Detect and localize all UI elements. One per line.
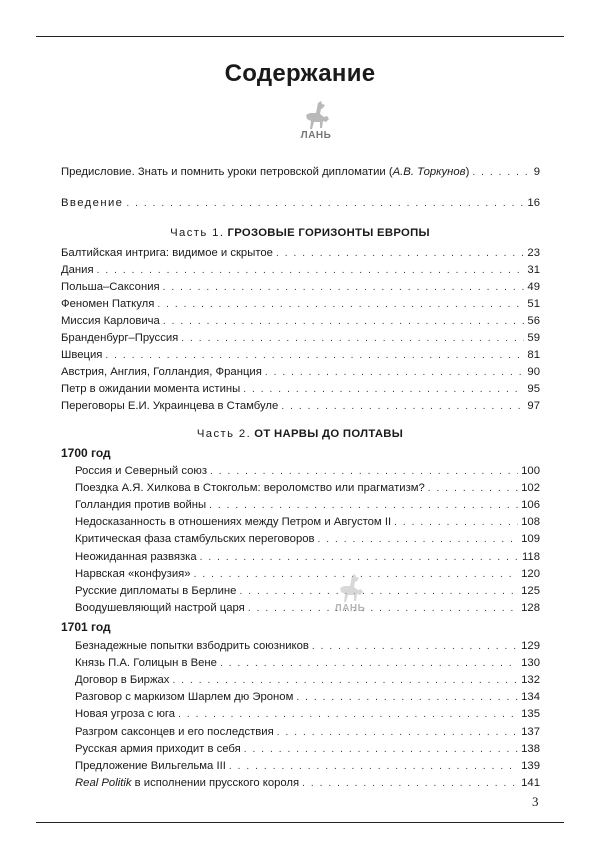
toc-entry-title: Предисловие. Знать и помнить уроки петровской дипломатии (А.В. Торкунов) bbox=[61, 166, 470, 178]
toc-entry-page: 23 bbox=[527, 247, 540, 259]
toc-entry-page: 95 bbox=[527, 383, 540, 395]
toc-entry-page: 59 bbox=[527, 332, 540, 344]
toc-entry-page: 120 bbox=[521, 567, 540, 580]
page-title: Содержание bbox=[224, 60, 376, 87]
toc-entry[interactable] bbox=[75, 672, 540, 688]
logo-text: ЛАНЬ bbox=[334, 603, 366, 614]
toc-entry-page: 51 bbox=[527, 298, 540, 310]
dot-leader bbox=[200, 550, 519, 566]
publisher-logo bbox=[296, 100, 336, 142]
toc-entry-page: 135 bbox=[521, 708, 540, 721]
toc-entry-page: 125 bbox=[521, 584, 540, 597]
dot-leader bbox=[163, 280, 525, 296]
toc-entry-page: 109 bbox=[521, 533, 540, 546]
toc-entry[interactable] bbox=[61, 313, 540, 329]
part-label: Часть 2. bbox=[196, 428, 252, 440]
toc-entry[interactable] bbox=[75, 655, 540, 671]
toc-entry[interactable] bbox=[61, 364, 540, 380]
toc-entry[interactable] bbox=[75, 566, 540, 582]
part-1-heading bbox=[0, 227, 600, 239]
toc-entry-title: Россия и Северный союз bbox=[75, 465, 208, 477]
part-title: ГРОЗОВЫЕ ГОРИЗОНТЫ ЕВРОПЫ bbox=[227, 227, 430, 239]
toc-entry[interactable] bbox=[61, 347, 540, 363]
toc-entry-title: Феномен Паткуля bbox=[61, 298, 155, 310]
toc-entry-title: Новая угроза с юга bbox=[75, 708, 176, 721]
toc-entry-page: 108 bbox=[521, 516, 540, 529]
toc-entry-page: 102 bbox=[521, 482, 540, 495]
toc-entry-title: Нарвская «конфузия» bbox=[75, 567, 191, 580]
toc-entry-title: Введение bbox=[61, 197, 124, 209]
toc-entry-title: Бранденбург–Пруссия bbox=[61, 332, 179, 344]
toc-entry-title: Недосказанность в отношениях между Петром и Августом II bbox=[75, 516, 392, 529]
doe-icon bbox=[330, 573, 370, 605]
toc-entry-title: Предложение Вильгельма III bbox=[75, 759, 226, 772]
dot-leader bbox=[97, 263, 525, 279]
dot-leader bbox=[276, 246, 524, 262]
toc-entry-page: 130 bbox=[521, 657, 540, 670]
toc-entry-title: Неожиданная развязка bbox=[75, 550, 197, 563]
toc-entry-page: 129 bbox=[521, 640, 540, 652]
toc-entry-page: 141 bbox=[521, 776, 540, 789]
toc-entry-page: 31 bbox=[527, 264, 540, 276]
toc-entry-page: 81 bbox=[527, 349, 540, 361]
toc-entry-title: Голландия против войны bbox=[75, 499, 207, 512]
dot-leader bbox=[302, 776, 518, 792]
toc-entry[interactable] bbox=[61, 245, 540, 261]
toc-entry[interactable] bbox=[61, 330, 540, 346]
toc-entry[interactable] bbox=[75, 480, 540, 496]
toc-entry[interactable] bbox=[75, 549, 540, 565]
toc-entry-page: 134 bbox=[521, 691, 540, 704]
toc-entry-title: Договор в Биржах bbox=[75, 674, 170, 687]
toc-entry[interactable] bbox=[61, 398, 540, 414]
toc-entry-title: Русская армия приходит в себя bbox=[75, 742, 241, 755]
doe-icon bbox=[296, 100, 336, 132]
toc-entry-page: 97 bbox=[527, 400, 540, 412]
dot-leader bbox=[244, 742, 518, 758]
toc-entry-page: 9 bbox=[533, 166, 540, 178]
dot-leader bbox=[157, 297, 524, 313]
toc-entry-page: 118 bbox=[521, 550, 540, 563]
toc-entry-title: Разгром саксонцев и его последствия bbox=[75, 725, 274, 738]
toc-entry-title: Поездка А.Я. Хилкова в Стокгольм: вероломство или прагматизм? bbox=[75, 482, 425, 495]
toc-entry-title: Князь П.А. Голицын в Вене bbox=[75, 657, 217, 670]
toc-entry-title: Австрия, Англия, Голландия, Франция bbox=[61, 366, 262, 378]
toc-entry[interactable] bbox=[75, 724, 540, 740]
toc-entry-preface[interactable] bbox=[61, 164, 540, 180]
dot-leader bbox=[472, 165, 530, 181]
dot-leader bbox=[181, 331, 524, 347]
dot-leader bbox=[248, 601, 518, 617]
dot-leader bbox=[220, 656, 518, 672]
dot-leader bbox=[265, 365, 525, 381]
toc-entry-title: Польша–Саксония bbox=[61, 281, 160, 293]
dot-leader bbox=[178, 707, 518, 723]
publisher-watermark bbox=[330, 573, 370, 615]
toc-entry[interactable] bbox=[75, 600, 540, 616]
year-heading-1701: 1701 год bbox=[61, 620, 111, 634]
dot-leader bbox=[239, 584, 518, 600]
dot-leader bbox=[243, 382, 524, 398]
toc-entry-introduction[interactable] bbox=[61, 195, 540, 211]
toc-entry[interactable] bbox=[61, 381, 540, 397]
dot-leader bbox=[312, 639, 518, 655]
toc-entry[interactable] bbox=[75, 514, 540, 530]
toc-entry-title: Миссия Карловича bbox=[61, 315, 160, 327]
toc-entry-page: 100 bbox=[521, 465, 540, 477]
part-label: Часть 1. bbox=[170, 227, 225, 239]
toc-entry[interactable] bbox=[75, 638, 540, 654]
dot-leader bbox=[172, 673, 518, 689]
toc-entry-title: Критическая фаза стамбульских переговоров bbox=[75, 533, 315, 546]
toc-entry[interactable] bbox=[75, 741, 540, 757]
dot-leader bbox=[394, 515, 518, 531]
part-2-heading bbox=[0, 428, 600, 440]
part-title: ОТ НАРВЫ ДО ПОЛТАВЫ bbox=[254, 428, 404, 440]
dot-leader bbox=[163, 314, 525, 330]
toc-entry-title: Воодушевляющий настрой царя bbox=[75, 601, 245, 614]
year-heading-1700: 1700 год bbox=[61, 446, 111, 460]
toc-entry[interactable] bbox=[75, 689, 540, 705]
toc-entry-page: 106 bbox=[521, 499, 540, 512]
dot-leader bbox=[105, 348, 524, 364]
toc-entry-title: Русские дипломаты в Берлине bbox=[75, 584, 237, 597]
toc-entry-title: Дания bbox=[61, 264, 94, 276]
toc-entry[interactable] bbox=[75, 758, 540, 774]
toc-entry-title: Real Politik в исполнении прусского короля bbox=[75, 776, 300, 789]
toc-entry[interactable] bbox=[75, 497, 540, 513]
toc-entry-page: 56 bbox=[527, 315, 540, 327]
toc-entry-page: 49 bbox=[527, 281, 540, 293]
toc-entry-page: 138 bbox=[521, 742, 540, 755]
toc-entry[interactable] bbox=[61, 279, 540, 295]
toc-entry[interactable] bbox=[61, 262, 540, 278]
dot-leader bbox=[126, 196, 524, 212]
toc-entry-title: Переговоры Е.И. Украинцева в Стамбуле bbox=[61, 400, 279, 412]
toc-entry-page: 16 bbox=[527, 197, 540, 209]
toc-entry-title: Петр в ожидании момента истины bbox=[61, 383, 241, 395]
page-number: 3 bbox=[532, 794, 539, 809]
toc-entry-page: 137 bbox=[521, 725, 540, 738]
dot-leader bbox=[281, 399, 524, 415]
toc-entry[interactable] bbox=[75, 706, 540, 722]
dot-leader bbox=[229, 759, 518, 775]
dot-leader bbox=[296, 690, 518, 706]
toc-entry[interactable] bbox=[75, 463, 540, 479]
top-rule bbox=[36, 36, 564, 37]
toc-entry-title: Безнадежные попытки взбодрить союзников bbox=[75, 640, 309, 652]
toc-entry-page: 90 bbox=[527, 366, 540, 378]
toc-entry-title: Балтийская интрига: видимое и скрытое bbox=[61, 247, 273, 259]
dot-leader bbox=[318, 532, 519, 548]
toc-entry-title: Швеция bbox=[61, 349, 103, 361]
dot-leader bbox=[428, 481, 518, 497]
dot-leader bbox=[209, 498, 518, 514]
dot-leader bbox=[210, 464, 518, 480]
toc-entry-page: 128 bbox=[521, 601, 540, 614]
toc-entry-page: 139 bbox=[521, 759, 540, 772]
toc-entry-title: Разговор с маркизом Шарлем дю Эроном bbox=[75, 691, 294, 704]
toc-entry[interactable] bbox=[75, 775, 540, 791]
toc-entry[interactable] bbox=[75, 531, 540, 547]
bottom-rule bbox=[36, 822, 564, 823]
logo-text: ЛАНЬ bbox=[300, 130, 332, 141]
toc-entry[interactable] bbox=[61, 296, 540, 312]
dot-leader bbox=[277, 725, 518, 741]
toc-entry-page: 132 bbox=[521, 674, 540, 687]
toc-entry[interactable] bbox=[75, 583, 540, 599]
